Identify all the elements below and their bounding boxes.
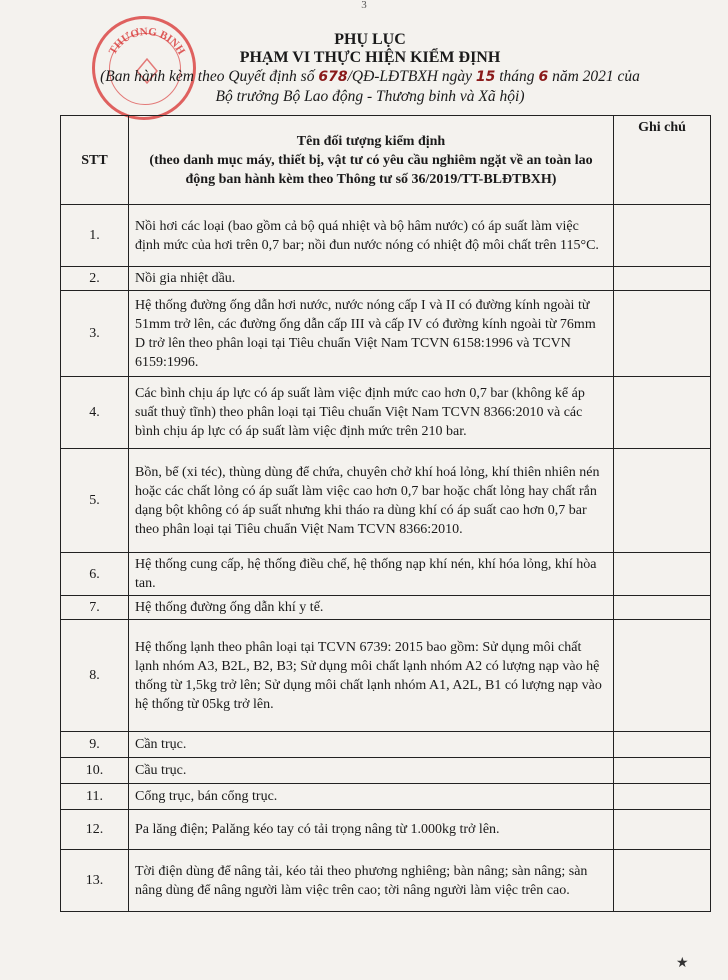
row-object-name: Nồi gia nhiệt dầu. [129, 267, 614, 291]
table-row [61, 620, 711, 732]
seal-text: THƯƠNG BINH [106, 25, 188, 57]
table-header-row [61, 116, 711, 205]
row-stt: 12. [61, 810, 129, 850]
row-stt: 7. [61, 596, 129, 620]
row-stt: 4. [61, 377, 129, 449]
row-object-name: Cổng trục, bán cổng trục. [129, 784, 614, 810]
row-object-name: Hệ thống đường ống dẫn khí y tế. [129, 596, 614, 620]
row-object-name: Bồn, bể (xi téc), thùng dùng để chứa, chuyên chở khí hoá lỏng, khí thiên nhiên nén hoặc các chất lỏng có áp suất làm việc cao hơn 0,7 bar hoặc chất lỏng hay chất rắn dạng bột không có áp suất nhưng khi tháo ra dùng khí có áp suất cao hơn 0,7 bar theo phân loại tại Tiêu chuẩn Việt Nam TCVN 8366:2010. [129, 449, 614, 553]
issued-prefix: (Ban hành kèm theo Quyết định số [100, 68, 319, 85]
row-note [614, 850, 711, 912]
doc-subtitle: PHẠM VI THỰC HIỆN KIỂM ĐỊNH [239, 49, 501, 66]
row-object-name: Hệ thống lạnh theo phân loại tại TCVN 6739: 2015 bao gồm: Sử dụng môi chất lạnh nhóm A3, B2L, B2, B3; Sử dụng môi chất lạnh nhóm A2 có lượng nạp vào hệ thống từ 1,5kg trở lên; Sử dụng môi chất lạnh nhóm A1, A2L, B1 có lượng nạp vào hệ thống từ 05kg trở lên. [129, 620, 614, 732]
row-object-name: Các bình chịu áp lực có áp suất làm việc định mức cao hơn 0,7 bar (không kể áp suất thuỷ tĩnh) theo phân loại tại Tiêu chuẩn Việt Nam TCVN 8366:2010 và các bình chịu áp lực có áp suất làm việc định mức trên 210 bar. [129, 377, 614, 449]
issued-line-2: Bộ trưởng Bộ Lao động - Thương binh và Xã hội) [215, 88, 525, 105]
table-row [61, 267, 711, 291]
row-object-name: Hệ thống cung cấp, hệ thống điều chế, hệ thống nạp khí nén, khí hóa lỏng, khí hòa tan. [129, 553, 614, 596]
row-stt: 5. [61, 449, 129, 553]
table-row [61, 596, 711, 620]
row-note [614, 758, 711, 784]
row-stt: 11. [61, 784, 129, 810]
table-row [61, 732, 711, 758]
scope-table [60, 115, 711, 912]
header-object-title: Tên đối tượng kiểm định [296, 133, 446, 149]
issued-month-label: tháng [495, 68, 539, 85]
row-stt: 1. [61, 205, 129, 267]
issued-suffix: năm 2021 của [548, 68, 640, 85]
row-note [614, 267, 711, 291]
table-row [61, 850, 711, 912]
table-row [61, 758, 711, 784]
header-object-desc: (theo danh mục máy, thiết bị, vật tư có yêu cầu nghiêm ngặt về an toàn lao động ban hành kèm theo Thông tư số 36/2019/TT-BLĐTBXH) [149, 152, 593, 187]
header-object-name [129, 116, 614, 205]
decision-number: 678 [318, 69, 348, 85]
row-note [614, 291, 711, 377]
table-row [61, 205, 711, 267]
document-header [30, 31, 710, 107]
row-object-name: Pa lăng điện; Palăng kéo tay có tải trọng nâng từ 1.000kg trở lên. [129, 810, 614, 850]
table-row [61, 449, 711, 553]
row-note [614, 553, 711, 596]
row-note [614, 377, 711, 449]
row-stt: 3. [61, 291, 129, 377]
row-note [614, 205, 711, 267]
table-row [61, 553, 711, 596]
row-object-name: Nồi hơi các loại (bao gồm cả bộ quá nhiệt và bộ hâm nước) có áp suất làm việc định mức của hơi trên 0,7 bar; nồi đun nước nóng có nhiệt độ môi chất trên 115°C. [129, 205, 614, 267]
row-object-name: Hệ thống đường ống dẫn hơi nước, nước nóng cấp I và II có đường kính ngoài từ 51mm trở lên, các đường ống dẫn cấp III và cấp IV có đường kính ngoài từ 76mm D trở lên theo phân loại tại Tiêu chuẩn Việt Nam TCVN 6158:1996 và TCVN 6159:1996. [129, 291, 614, 377]
row-stt: 13. [61, 850, 129, 912]
row-stt: 9. [61, 732, 129, 758]
star-mark-icon: ★ [676, 956, 689, 971]
row-object-name: Cần trục. [129, 732, 614, 758]
row-object-name: Cầu trục. [129, 758, 614, 784]
issued-line [30, 67, 710, 87]
row-note [614, 784, 711, 810]
table-row [61, 377, 711, 449]
row-stt: 8. [61, 620, 129, 732]
header-stt: STT [61, 116, 129, 205]
row-note [614, 732, 711, 758]
table-body [61, 205, 711, 912]
row-note [614, 620, 711, 732]
table-row [61, 784, 711, 810]
issued-mid: /QĐ-LĐTBXH ngày [347, 68, 476, 85]
row-note [614, 449, 711, 553]
row-stt: 6. [61, 553, 129, 596]
page-number: 3 [361, 0, 367, 11]
table-row [61, 291, 711, 377]
issued-day: 15 [475, 69, 496, 85]
row-note [614, 810, 711, 850]
row-note [614, 596, 711, 620]
doc-title: PHỤ LỤC [334, 31, 406, 48]
row-object-name: Tời điện dùng để nâng tải, kéo tải theo phương nghiêng; bàn nâng; sàn nâng; sàn nâng dùng để nâng người làm việc trên cao; tời nâng người làm việc trên cao. [129, 850, 614, 912]
table-row [61, 810, 711, 850]
issued-month: 6 [538, 69, 549, 85]
header-note: Ghi chú [614, 116, 711, 205]
row-stt: 10. [61, 758, 129, 784]
row-stt: 2. [61, 267, 129, 291]
